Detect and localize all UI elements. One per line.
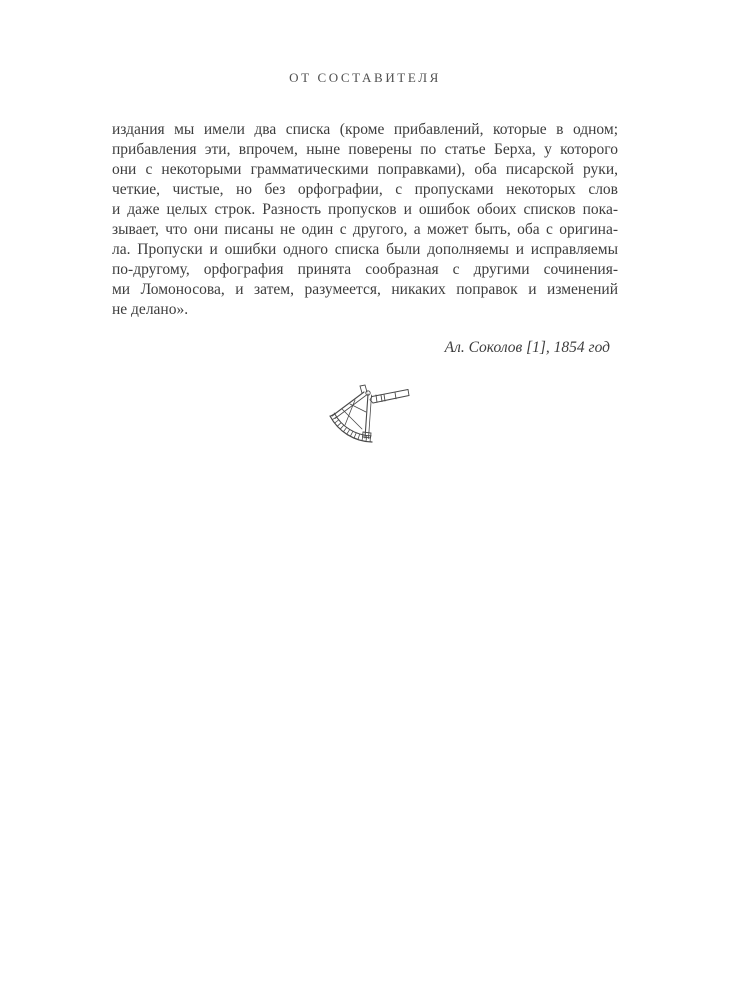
sextant-ornament-icon xyxy=(324,382,412,444)
body-line: издания мы имели два списка (кроме прибавлений, которые в одном; xyxy=(112,121,618,138)
attribution-line: Ал. Соколов [1], 1854 год xyxy=(444,339,610,356)
body-line: зывает, что они писаны не один с другого, а может быть, оба с оригина- xyxy=(112,221,618,238)
page-content xyxy=(112,120,618,449)
body-line: четкие, чистые, но без орфографии, с пропусками некоторых слов xyxy=(112,181,618,198)
ornament-container xyxy=(112,382,618,449)
body-line: прибавления эти, впрочем, ныне поверены по статье Берха, у которого xyxy=(112,141,618,158)
running-head: ОТ СОСТАВИТЕЛЯ xyxy=(289,70,441,85)
body-line: ла. Пропуски и ошибки одного списка были дополняемы и исправляемы xyxy=(112,241,618,258)
body-line: ми Ломоносова, и затем, разумеется, никаких поправок и изменений xyxy=(112,281,618,298)
body-line: они с некоторыми грамматическими поправками), оба писарской руки, xyxy=(112,161,618,178)
body-line: и даже целых строк. Разность пропусков и ошибок обоих списков пока- xyxy=(112,201,618,218)
body-line: не делано». xyxy=(112,301,189,318)
body-line: по-другому, орфография принята сообразная с другими сочинения- xyxy=(112,261,618,278)
body-paragraph xyxy=(112,120,618,320)
